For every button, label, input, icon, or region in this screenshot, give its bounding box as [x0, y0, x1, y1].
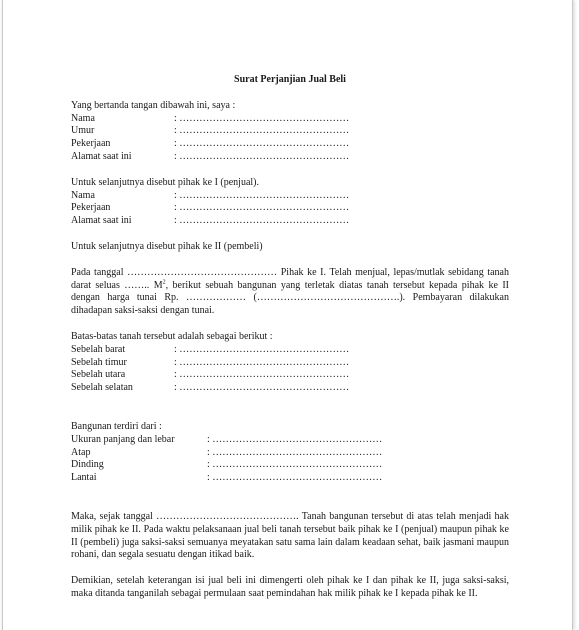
building-fields — [71, 434, 509, 485]
field-dots: : …………………………………………… — [174, 150, 350, 162]
field-dots: : …………………………………………… — [207, 446, 383, 458]
field-dots: : …………………………………………… — [174, 382, 350, 394]
field-label: Nama — [71, 189, 95, 201]
field-dots: : …………………………………………… — [174, 356, 350, 368]
field-row-umur — [71, 125, 509, 138]
field-row-nama — [71, 190, 509, 203]
field-row-dinding — [71, 459, 509, 472]
field-dots: : …………………………………………… — [174, 369, 350, 381]
field-row-alamat — [71, 215, 509, 228]
field-label: Pekerjaan — [71, 202, 111, 214]
field-dots: : …………………………………………… — [174, 215, 350, 227]
field-dots: : …………………………………………… — [174, 125, 350, 137]
field-label: Pekerjaan — [71, 138, 111, 150]
field-dots: : …………………………………………… — [174, 343, 350, 355]
field-row-pekerjaan — [71, 202, 509, 215]
sale-paragraph-text-cont: , berikut sebuah bangunan yang terletak diatas tanah tersebut kepada pihak ke II dengan harga tunai Rp. ……………… (…………………………………….). Pembayaran dilakukan dihadapan saksi-saksi dengan tunai. — [71, 279, 509, 317]
area-unit-superscript: 2 — [162, 279, 166, 286]
buyer-identity-fields — [71, 190, 509, 228]
field-row-pekerjaan — [71, 138, 509, 151]
pihak2-heading: Untuk selanjutnya disebut pihak ke II (pembeli) — [71, 240, 263, 252]
field-row-selatan — [71, 382, 509, 395]
intro-text: Yang bertanda tangan dibawah ini, saya : — [71, 99, 236, 111]
field-label: Sebelah utara — [71, 369, 126, 381]
field-label: Atap — [71, 446, 91, 458]
field-label: Umur — [71, 125, 95, 137]
document-title: Surat Perjanjian Jual Beli — [234, 74, 346, 85]
field-row-barat — [71, 344, 509, 357]
document-body — [71, 74, 509, 601]
field-row-atap — [71, 447, 509, 460]
field-row-ukuran — [71, 434, 509, 447]
field-label: Lantai — [71, 472, 97, 484]
field-label: Sebelah barat — [71, 343, 126, 355]
bangunan-heading: Bangunan terdiri dari : — [71, 420, 162, 432]
field-label: Ukuran panjang dan lebar — [71, 433, 175, 445]
field-dots: : …………………………………………… — [207, 459, 383, 471]
batas-heading: Batas-batas tanah tersebut adalah sebagai berikut : — [71, 330, 273, 342]
field-dots: : …………………………………………… — [174, 112, 350, 124]
field-label: Dinding — [71, 459, 104, 471]
field-row-timur — [71, 357, 509, 370]
field-dots: : …………………………………………… — [174, 189, 350, 201]
sale-paragraph-text: Pada tanggal ……………………………………… Pihak ke I. Telah menjual, lepas/mutlak sebidang tanah darat seluas …….. M — [71, 266, 509, 291]
pihak1-heading: Untuk selanjutnya disebut pihak ke I (penjual). — [71, 176, 260, 188]
field-row-utara — [71, 369, 509, 382]
field-dots: : …………………………………………… — [174, 138, 350, 150]
field-label: Sebelah selatan — [71, 382, 133, 394]
sale-paragraph — [71, 267, 509, 318]
field-dots: : …………………………………………… — [207, 472, 383, 484]
field-label: Alamat saat ini — [71, 215, 132, 227]
field-dots: : …………………………………………… — [174, 202, 350, 214]
transfer-paragraph: Maka, sejak tanggal ……………………………………. Tanah bangunan tersebut di atas telah menjadi hak milik pihak ke II. Pada waktu pelaksanaan jual beli tanah tersebut baik pihak ke I (penjual) maupun pihak ke II (pembeli) juga saksi-saksi semuanya meyatakan satu sama lain dalam keadaan sehat, baik jasmani maupun rohani, dan segala sesuatu dengan itikad baik. — [71, 510, 509, 561]
field-row-lantai — [71, 472, 509, 485]
field-label: Nama — [71, 112, 95, 124]
field-row-alamat — [71, 151, 509, 164]
boundary-fields — [71, 344, 509, 395]
seller-identity-fields — [71, 113, 509, 164]
field-row-nama — [71, 113, 509, 126]
field-label: Sebelah timur — [71, 356, 127, 368]
closing-paragraph: Demikian, setelah keterangan isi jual beli ini dimengerti oleh pihak ke I dan pihak ke II, juga saksi-saksi, maka ditanda tanganilah sebagai permulaan saat pemindahan hak milik pihak ke I kepada pihak ke II. — [71, 575, 509, 599]
field-label: Alamat saat ini — [71, 150, 132, 162]
field-dots: : …………………………………………… — [207, 433, 383, 445]
document-page — [2, 0, 573, 630]
